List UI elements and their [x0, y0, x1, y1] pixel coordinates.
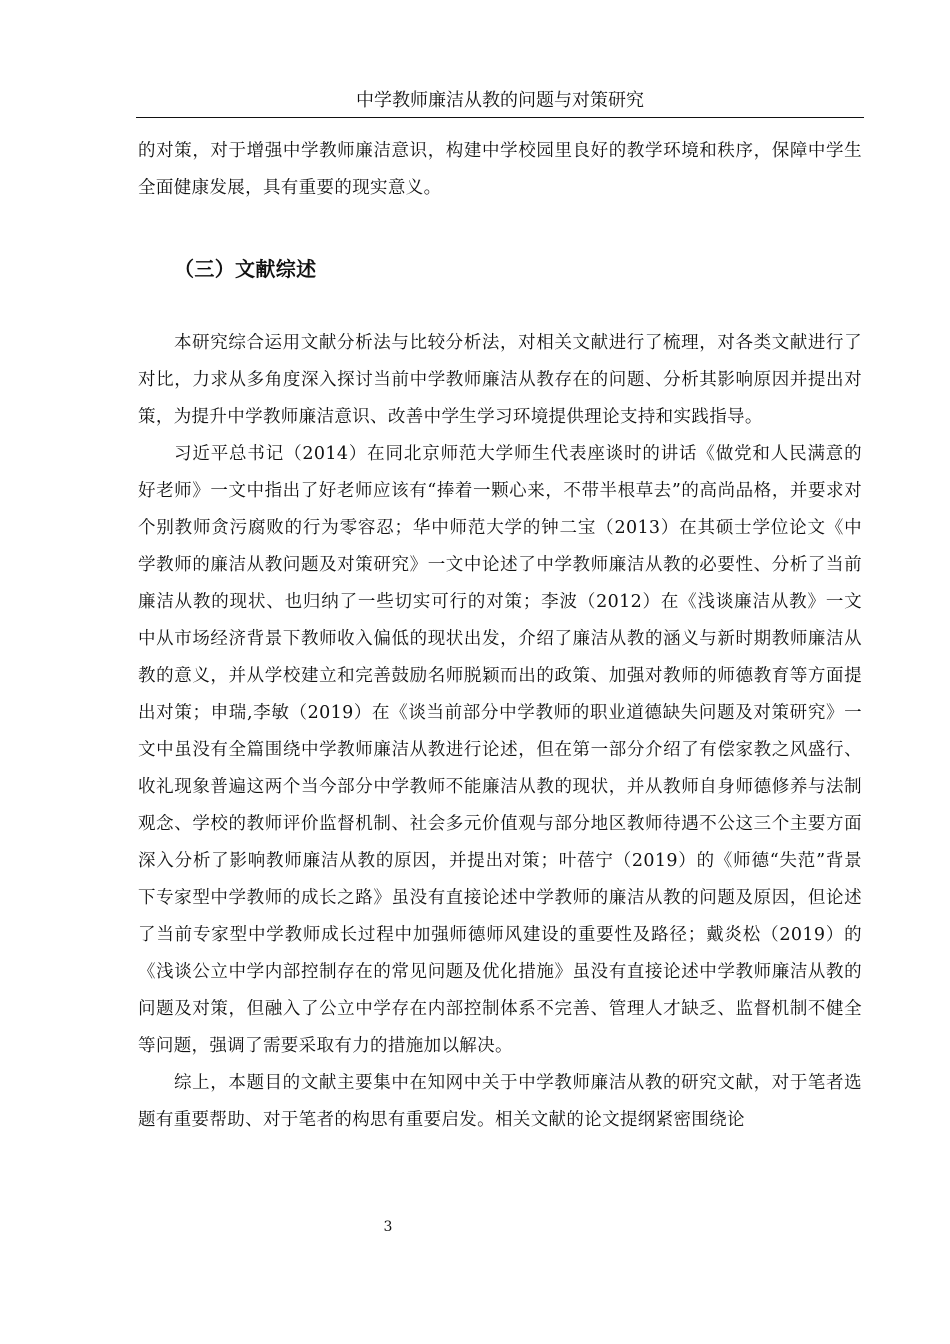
- page-number: 3: [383, 1219, 393, 1235]
- paragraph-literature: 习近平总书记（2014）在同北京师范大学师生代表座谈时的讲话《做党和人民满意的好老师》一文中指出了好老师应该有“捧着一颗心来，不带半根草去”的高尚品格，并要求对个别教师贪污腐败的行为零容忍；华中师范大学的钟二宝（2013）在其硕士学位论文《中学教师的廉洁从教问题及对策研究》一文中论述了中学教师廉洁从教的必要性、分析了当前廉洁从教的现状、也归纳了一些切实可行的对策；李波（2012）在《浅谈廉洁从教》一文中从市场经济背景下教师收入偏低的现状出发，介绍了廉洁从教的涵义与新时期教师廉洁从教的意义，并从学校建立和完善鼓励名师脱颖而出的政策、加强对教师的师德教育等方面提出对策；申瑞,李敏（2019）在《谈当前部分中学教师的职业道德缺失问题及对策研究》一文中虽没有全篇围绕中学教师廉洁从教进行论述，但在第一部分介绍了有偿家教之风盛行、收礼现象普遍这两个当今部分中学教师不能廉洁从教的现状，并从教师自身师德修养与法制观念、学校的教师评价监督机制、社会多元价值观与部分地区教师待遇不公这三个主要方面深入分析了影响教师廉洁从教的原因，并提出对策；叶蓓宁（2019）的《师德“失范”背景下专家型中学教师的成长之路》虽没有直接论述中学教师的廉洁从教的问题及原因，但论述了当前专家型中学教师成长过程中加强师德师风建设的重要性及路径；戴炎松（2019）的《浅谈公立中学内部控制存在的常见问题及优化措施》虽没有直接论述中学教师廉洁从教的问题及对策，但融入了公立中学存在内部控制体系不完善、管理人才缺乏、监督机制不健全等问题，强调了需要采取有力的措施加以解决。: [138, 444, 862, 1056]
- paragraph-summary: 综上，本题目的文献主要集中在知网中关于中学教师廉洁从教的研究文献，对于笔者选题有重要帮助、对于笔者的构思有重要启发。相关文献的论文提纲紧密围绕论: [138, 1073, 862, 1130]
- running-header: 中学教师廉洁从教的问题与对策研究: [356, 90, 644, 111]
- continuation-paragraph: 的对策，对于增强中学教师廉洁意识，构建中学校园里良好的教学环境和秩序，保障中学生全面健康发展，具有重要的现实意义。: [138, 141, 862, 198]
- page-body: [138, 133, 862, 1139]
- section-title: （三）文献综述: [174, 257, 317, 281]
- paragraph-methods: 本研究综合运用文献分析法与比较分析法，对相关文献进行了梳理，对各类文献进行了对比，力求从多角度深入探讨当前中学教师廉洁从教存在的问题、分析其影响原因并提出对策，为提升中学教师廉洁意识、改善中学生学习环境提供理论支持和实践指导。: [138, 333, 862, 427]
- header-rule: [136, 117, 864, 118]
